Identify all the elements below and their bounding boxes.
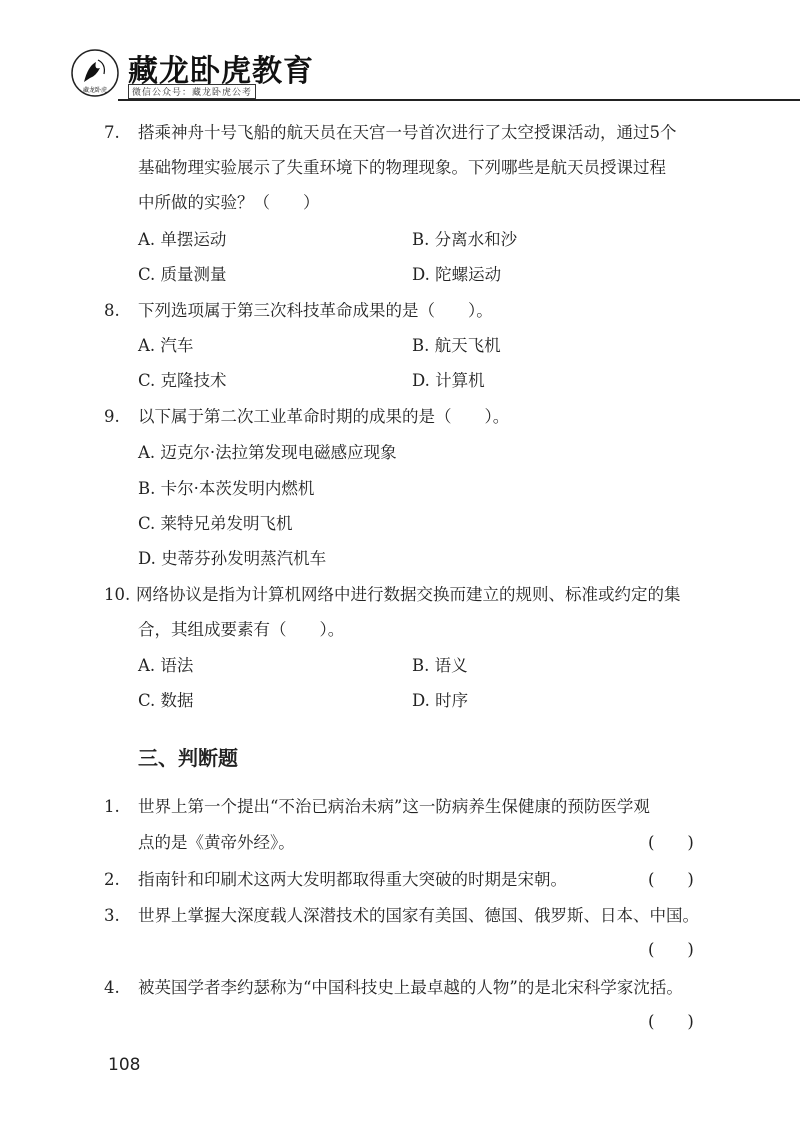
option-a: A. 语法 — [138, 656, 194, 675]
judgment-text: 指南针和印刷术这两大发明都取得重大突破的时期是宋朝。 — [138, 870, 567, 889]
option-d: D. 计算机 — [412, 371, 485, 390]
judgment-number: 1. — [104, 797, 120, 816]
option-a: A. 迈克尔·法拉第发现电磁感应现象 — [138, 443, 397, 462]
option-d: D. 陀螺运动 — [412, 265, 502, 284]
question-number: 10. — [104, 585, 131, 604]
judgment-text: 被英国学者李约瑟称为“中国科技史上最卓越的人物”的是北宋科学家沈括。 — [138, 978, 683, 997]
option-b: B. 分离水和沙 — [412, 230, 518, 249]
option-a: A. 汽车 — [138, 336, 194, 355]
question-text: 以下属于第二次工业革命时期的成果的是（ ）。 — [138, 407, 510, 426]
dragon-tiger-logo-icon — [70, 48, 120, 98]
judgment-text: 世界上掌握大深度载人深潜技术的国家有美国、德国、俄罗斯、日本、中国。 — [138, 906, 699, 925]
judgment-text: 点的是《黄帝外经》。 — [138, 833, 295, 852]
question-text: 网络协议是指为计算机网络中进行数据交换而建立的规则、标准或约定的集 — [136, 585, 681, 604]
option-c: C. 质量测量 — [138, 265, 227, 284]
question-text: 搭乘神舟十号飞船的航天员在天宫一号首次进行了太空授课活动，通过5个 — [138, 123, 677, 142]
section-title: 三、判断题 — [138, 746, 238, 770]
option-b: B. 语义 — [412, 656, 468, 675]
question-number: 8. — [104, 301, 120, 320]
option-c: C. 莱特兄弟发明飞机 — [138, 514, 293, 533]
judgment-number: 3. — [104, 906, 120, 925]
question-text: 中所做的实验？（ ） — [138, 193, 320, 212]
option-c: C. 克隆技术 — [138, 371, 227, 390]
question-text: 合，其组成要素有（ ）。 — [138, 620, 345, 639]
brand-subtitle: 微信公众号：藏龙卧虎公考 — [128, 84, 256, 99]
option-d: D. 时序 — [412, 691, 469, 710]
brand-name: 藏龙卧虎教育 — [128, 54, 314, 89]
question-text: 下列选项属于第三次科技革命成果的是（ ）。 — [138, 301, 493, 320]
judgment-text: 世界上第一个提出“不治已病治未病”这一防病养生保健康的预防医学观 — [138, 797, 650, 816]
judgment-number: 4. — [104, 978, 120, 997]
answer-blank: ( ) — [648, 833, 694, 852]
option-c: C. 数据 — [138, 691, 194, 710]
judgment-number: 2. — [104, 870, 120, 889]
question-text: 基础物理实验展示了失重环境下的物理现象。下列哪些是航天员授课过程 — [138, 158, 666, 177]
question-number: 9. — [104, 407, 120, 426]
page-number: 108 — [108, 1055, 141, 1075]
question-number: 7. — [104, 123, 120, 142]
answer-blank: ( ) — [648, 1012, 694, 1031]
option-b: B. 卡尔·本茨发明内燃机 — [138, 479, 315, 498]
page-header — [0, 0, 800, 110]
header-divider — [118, 99, 800, 101]
logo-text: 藏龙卧虎 — [82, 87, 108, 94]
option-b: B. 航天飞机 — [412, 336, 501, 355]
answer-blank: ( ) — [648, 940, 694, 959]
answer-blank: ( ) — [648, 870, 694, 889]
option-d: D. 史蒂芬孙发明蒸汽机车 — [138, 549, 327, 568]
option-a: A. 单摆运动 — [138, 230, 227, 249]
